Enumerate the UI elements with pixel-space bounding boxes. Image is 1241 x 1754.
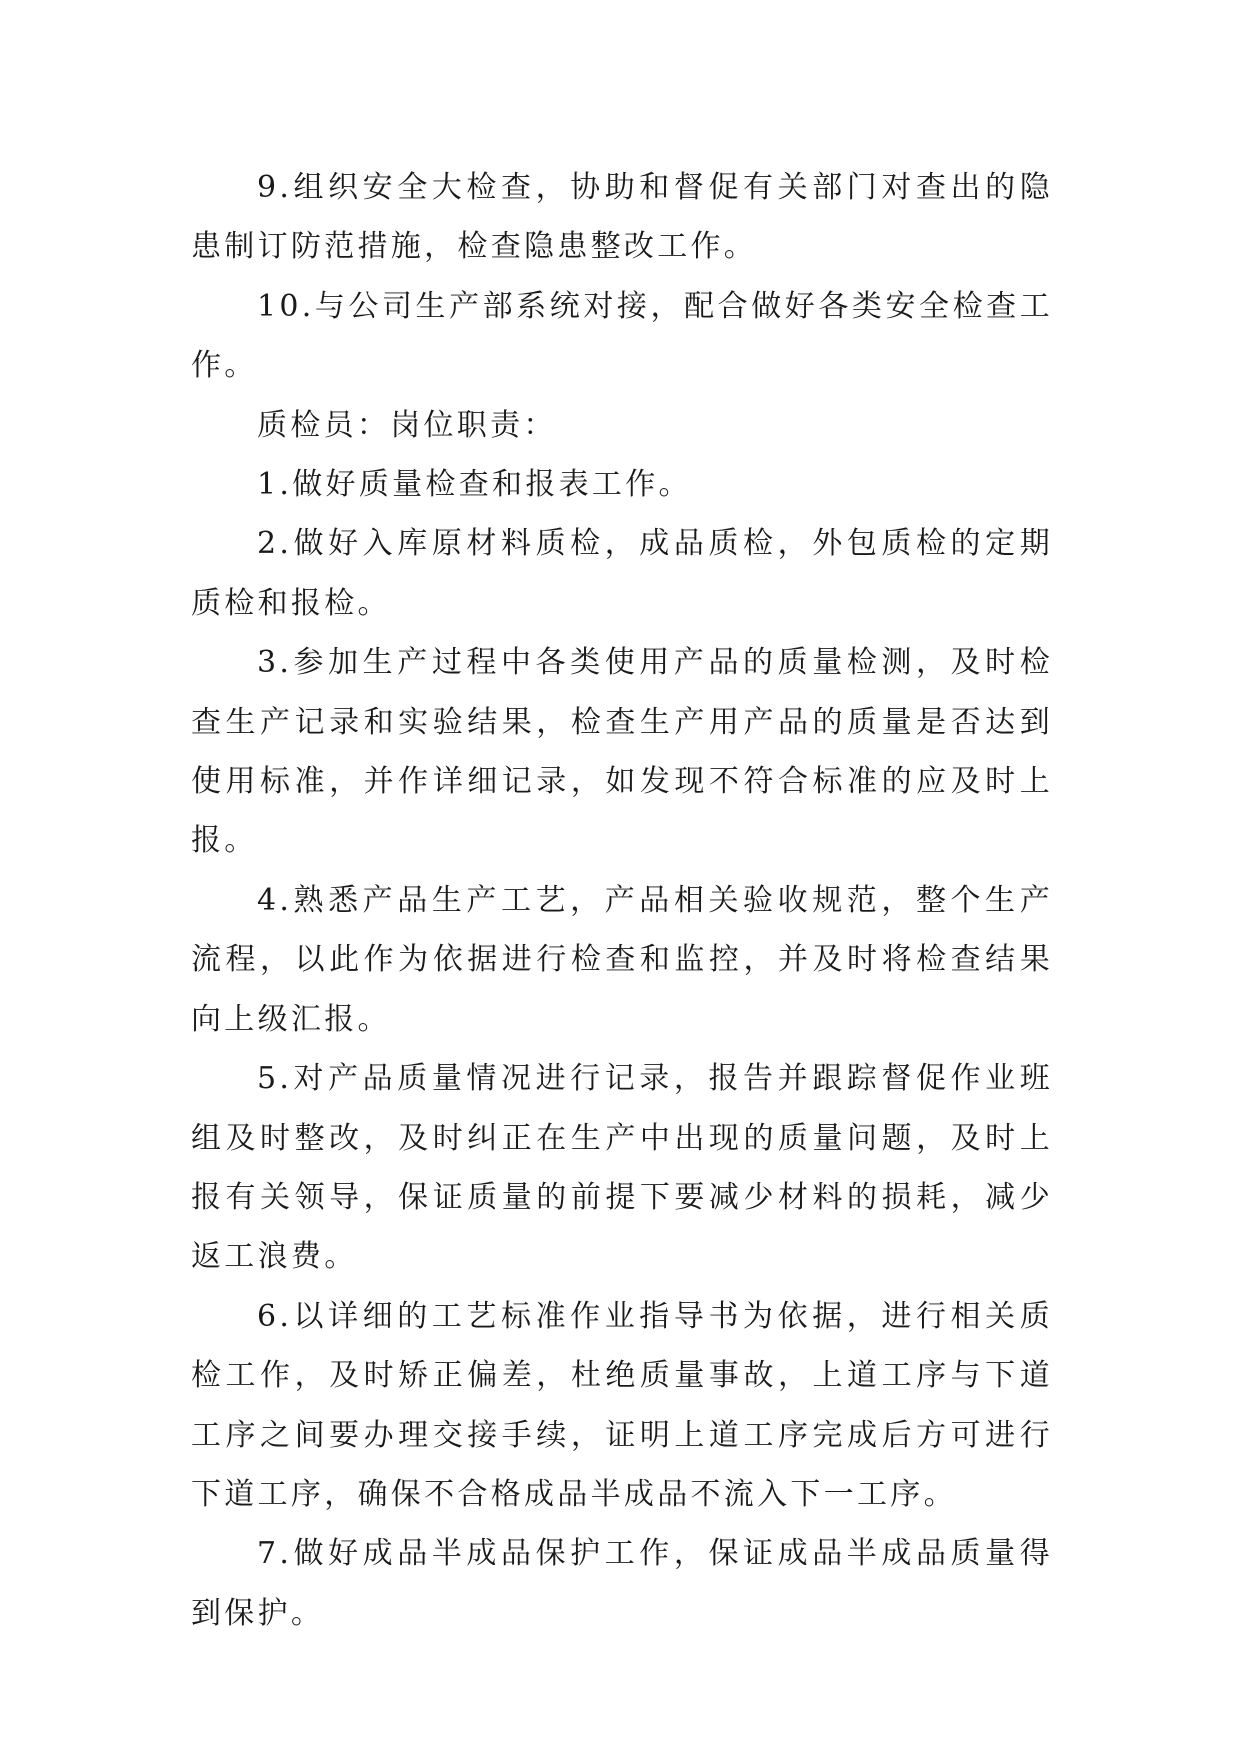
paragraph-item-4: 4.熟悉产品生产工艺，产品相关验收规范，整个生产流程，以此作为依据进行检查和监控，并及时将检查结果向上级汇报。 <box>191 882 1053 1037</box>
paragraph-item-2: 2.做好入库原材料质检，成品质检，外包质检的定期质检和报检。 <box>191 526 1053 621</box>
paragraph-item-1: 1.做好质量检查和报表工作。 <box>257 467 692 503</box>
paragraph-item-9: 9.组织安全大检查，协助和督促有关部门对查出的隐患制订防范措施，检查隐患整改工作。 <box>191 170 1053 265</box>
paragraph-item-5: 5.对产品质量情况进行记录，报告并跟踪督促作业班组及时整改，及时纠正在生产中出现的质量问题，及时上报有关领导，保证质量的前提下要减少材料的损耗，减少返工浪费。 <box>191 1061 1053 1275</box>
paragraph-item-10: 10.与公司生产部系统对接，配合做好各类安全检查工作。 <box>191 288 1053 384</box>
paragraph-item-6: 6.以详细的工艺标准作业指导书为依据，进行相关质检工作，及时矫正偏差，杜绝质量事故，上道工序与下道工序之间要办理交接手续，证明上道工序完成后方可进行下道工序，确保不合格成品半成品不流入下一工序。 <box>191 1298 1053 1512</box>
paragraph-item-7: 7.做好成品半成品保护工作，保证成品半成品质量得到保护。 <box>191 1536 1053 1631</box>
section-heading-quality-inspector: 质检员：岗位职责： <box>257 407 557 443</box>
document-body <box>191 158 1053 1643</box>
paragraph-item-3: 3.参加生产过程中各类使用产品的质量检测，及时检查生产记录和实验结果，检查生产用产品的质量是否达到使用标准，并作详细记录，如发现不符合标准的应及时上报。 <box>191 645 1053 859</box>
